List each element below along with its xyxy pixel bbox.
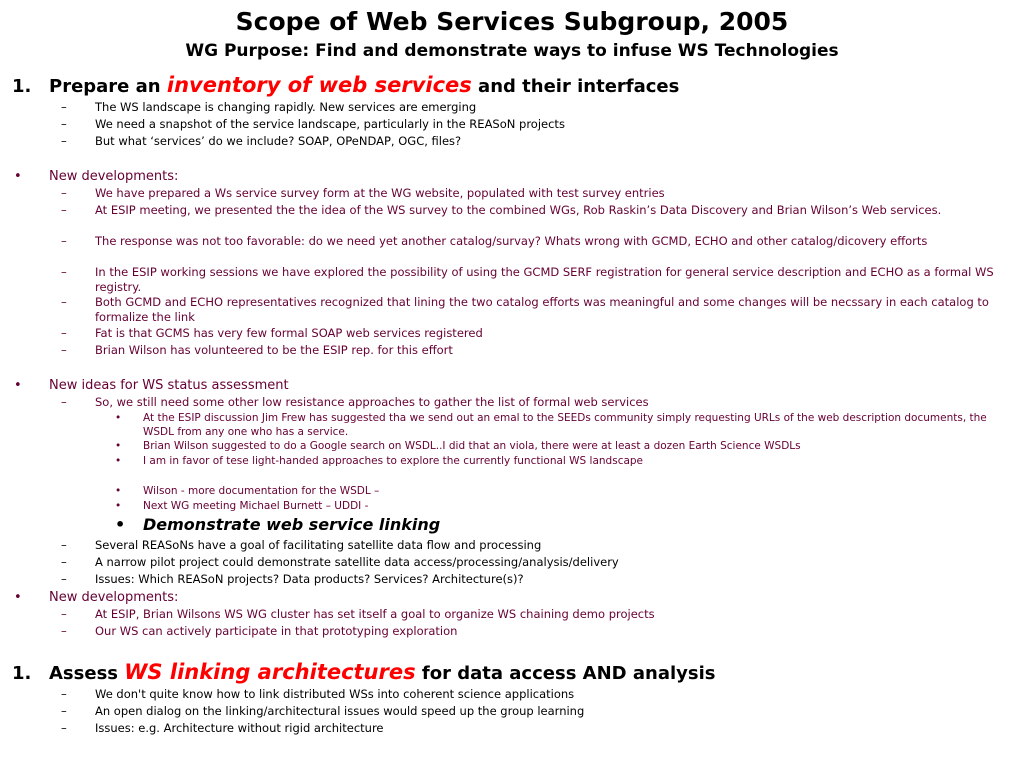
section-heading-inventory xyxy=(12,74,679,98)
sub-list-item: • Wilson - more documentation for the WSDL – xyxy=(115,485,380,497)
list-item: – We don't quite know how to link distributed WSs into coherent science applications xyxy=(61,687,575,701)
sub-list-item: • Brian Wilson suggested to do a Google search on WSDL..I did that an viola, there were at least a dozen Earth Science WSDLs xyxy=(115,440,801,452)
list-item: – But what ‘services’ do we include? SOAP, OPeNDAP, OGC, files? xyxy=(61,134,462,148)
sub-list-item: • At the ESIP discussion Jim Frew has suggested tha we send out an emal to the SEEDs community simply requesting URLs of the web description documents, the WSDL from any one who has a service. xyxy=(115,412,987,438)
list-item: – So, we still need some other low resistance approaches to gather the list of formal web services xyxy=(61,395,649,409)
list-item: – Fat is that GCMS has very few formal SOAP web services registered xyxy=(61,326,483,340)
list-item: – Several REASoNs have a goal of facilitating satellite data flow and processing xyxy=(61,538,542,552)
list-item: – We have prepared a Ws service survey form at the WG website, populated with test survey entries xyxy=(61,186,665,200)
slide-subtitle: WG Purpose: Find and demonstrate ways to infuse WS Technologies xyxy=(185,41,839,61)
heading-post-text: and their interfaces xyxy=(471,76,680,97)
list-item: – We need a snapshot of the service landscape, particularly in the REASoN projects xyxy=(61,117,565,131)
list-item: – The response was not too favorable: do we need yet another catalog/survay? Whats wrong with GCMD, ECHO and other catalog/dicovery efforts xyxy=(61,234,928,248)
list-item: – A narrow pilot project could demonstrate satellite data access/processing/analysis/delivery xyxy=(61,555,619,569)
list-item: – Issues: e.g. Architecture without rigid architecture xyxy=(61,721,384,735)
slide-title: Scope of Web Services Subgroup, 2005 xyxy=(235,7,789,36)
heading-post-text: for data access AND analysis xyxy=(415,663,716,684)
list-item: – At ESIP meeting, we presented the the idea of the WS survey to the combined WGs, Rob Raskin’s Data Discovery and Brian Wilson’s Web services. xyxy=(61,203,942,217)
heading-highlight: inventory of web services xyxy=(166,73,472,97)
heading-highlight: WS linking architectures xyxy=(124,660,416,684)
heading-pre-text: Assess xyxy=(49,663,125,684)
sub-list-item: • Next WG meeting Michael Burnett – UDDI - xyxy=(115,500,369,512)
list-item: – In the ESIP working sessions we have explored the possibility of using the GCMD SERF registration for general service description and ECHO as a formal WS registry. xyxy=(61,265,994,294)
section-number: 1. xyxy=(12,663,32,684)
section-heading-linking xyxy=(12,661,715,685)
list-item: – Issues: Which REASoN projects? Data products? Services? Architecture(s)? xyxy=(61,572,524,586)
list-item: – Our WS can actively participate in that prototyping exploration xyxy=(61,624,458,638)
list-item: – Brian Wilson has volunteered to be the ESIP rep. for this effort xyxy=(61,343,453,357)
list-item: – An open dialog on the linking/architectural issues would speed up the group learning xyxy=(61,704,585,718)
list-item: – At ESIP, Brian Wilsons WS WG cluster has set itself a goal to organize WS chaining demo projects xyxy=(61,607,655,621)
section-number: 1. xyxy=(12,76,32,97)
list-item: – Both GCMD and ECHO representatives recognized that lining the two catalog efforts was meaningful and some changes will be necssary in each catalog to formalize the link xyxy=(61,295,989,324)
sub-list-item: • I am in favor of tese light-handed approaches to explore the currently functional WS landscape xyxy=(115,455,644,467)
heading-pre-text: Prepare an xyxy=(49,76,167,97)
list-item: – The WS landscape is changing rapidly. New services are emerging xyxy=(61,100,477,114)
